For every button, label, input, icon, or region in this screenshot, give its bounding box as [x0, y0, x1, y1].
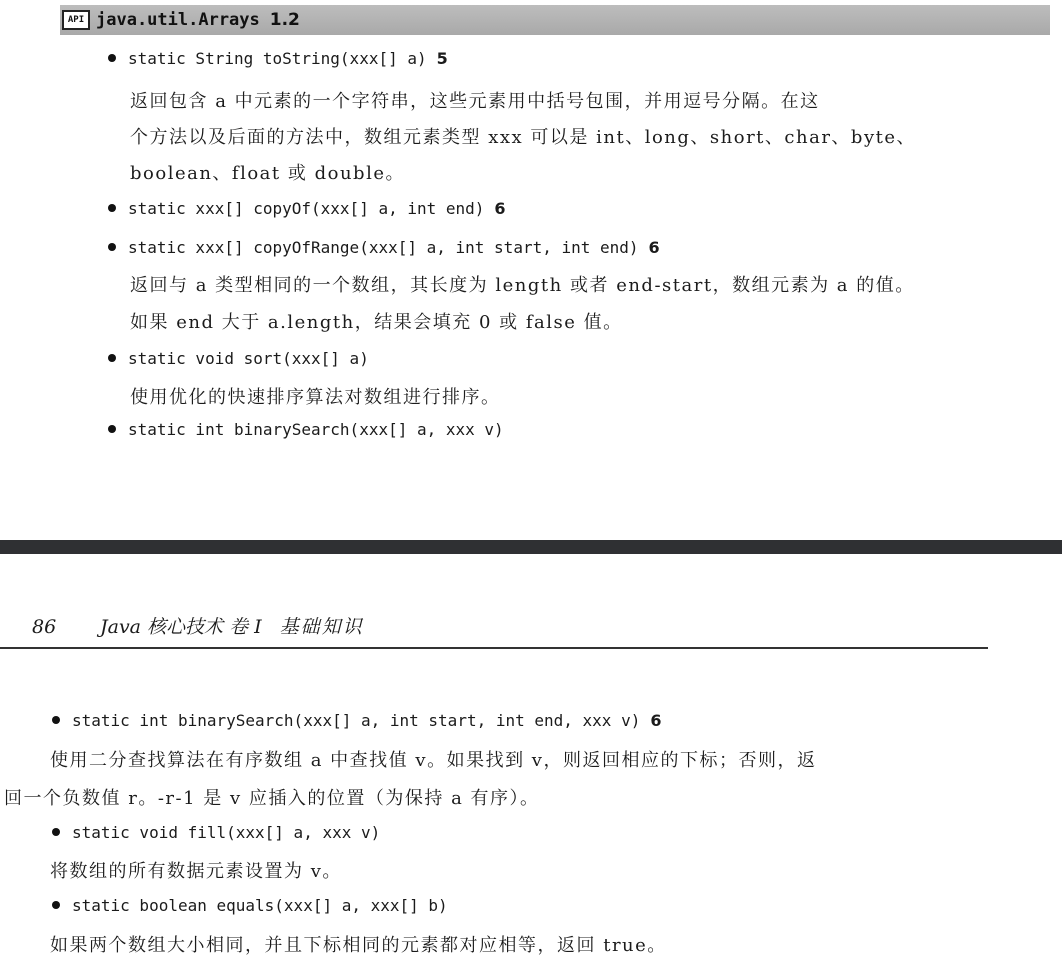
method-entry-binarysearch	[108, 417, 504, 443]
method-description: 回一个负数值 r。-r-1 是 v 应插入的位置（为保持 a 有序）。	[4, 788, 540, 809]
method-signature: static int binarySearch(xxx[] a, int start, int end, xxx v) 6	[52, 708, 661, 734]
method-signature: static String toString(xxx[] a) 5	[108, 46, 448, 72]
since-version: 6	[494, 199, 506, 218]
method-entry-copyof	[108, 196, 506, 222]
method-signature: static boolean equals(xxx[] a, xxx[] b)	[52, 893, 448, 919]
api-version: 1.2	[269, 10, 300, 30]
api-header-bar	[60, 5, 1050, 35]
method-entry-sort	[108, 346, 369, 372]
bullet-icon	[52, 716, 60, 724]
bullet-icon	[108, 204, 116, 212]
page-number: 86	[32, 616, 57, 638]
method-description: boolean、float 或 double。	[130, 163, 405, 184]
method-entry-binarysearch-range	[52, 708, 661, 734]
method-signature: static xxx[] copyOfRange(xxx[] a, int start, int end) 6	[108, 235, 660, 261]
method-signature: static xxx[] copyOf(xxx[] a, int end) 6	[108, 196, 506, 222]
method-entry-equals	[52, 893, 448, 919]
bullet-icon	[52, 828, 60, 836]
method-description: 使用优化的快速排序算法对数组进行排序。	[130, 387, 501, 408]
bullet-icon	[108, 54, 116, 62]
api-icon: API	[62, 10, 90, 30]
method-description: 返回包含 a 中元素的一个字符串，这些元素用中括号包围，并用逗号分隔。在这	[130, 91, 820, 112]
method-entry-fill	[52, 820, 380, 846]
since-version: 6	[648, 238, 660, 257]
since-version: 6	[650, 711, 662, 730]
method-description: 将数组的所有数据元素设置为 v。	[50, 861, 342, 882]
since-version: 5	[436, 49, 448, 68]
bullet-icon	[108, 425, 116, 433]
bullet-icon	[108, 243, 116, 251]
method-signature: static void sort(xxx[] a)	[108, 346, 369, 372]
page-divider	[0, 540, 1062, 554]
method-entry-copyofrange	[108, 235, 660, 261]
method-signature: static int binarySearch(xxx[] a, xxx v)	[108, 417, 504, 443]
method-description: 个方法以及后面的方法中，数组元素类型 xxx 可以是 int、long、short、char、byte、	[130, 127, 917, 148]
bullet-icon	[108, 354, 116, 362]
api-class-name: java.util.Arrays	[96, 10, 260, 30]
page-running-header	[32, 612, 364, 639]
method-description: 返回与 a 类型相同的一个数组，其长度为 length 或者 end-start，数组元素为 a 的值。	[130, 275, 915, 296]
method-description: 使用二分查找算法在有序数组 a 中查找值 v。如果找到 v，则返回相应的下标；否则，返	[50, 750, 817, 771]
method-description: 如果两个数组大小相同，并且下标相同的元素都对应相等，返回 true。	[50, 935, 667, 956]
method-signature: static void fill(xxx[] a, xxx v)	[52, 820, 380, 846]
header-rule	[0, 647, 988, 649]
method-description: 如果 end 大于 a.length，结果会填充 0 或 false 值。	[130, 312, 623, 333]
book-title: Java 核心技术 卷 I	[100, 616, 262, 638]
book-section: 基础知识	[279, 616, 364, 638]
bullet-icon	[52, 901, 60, 909]
method-entry-tostring	[108, 46, 448, 72]
